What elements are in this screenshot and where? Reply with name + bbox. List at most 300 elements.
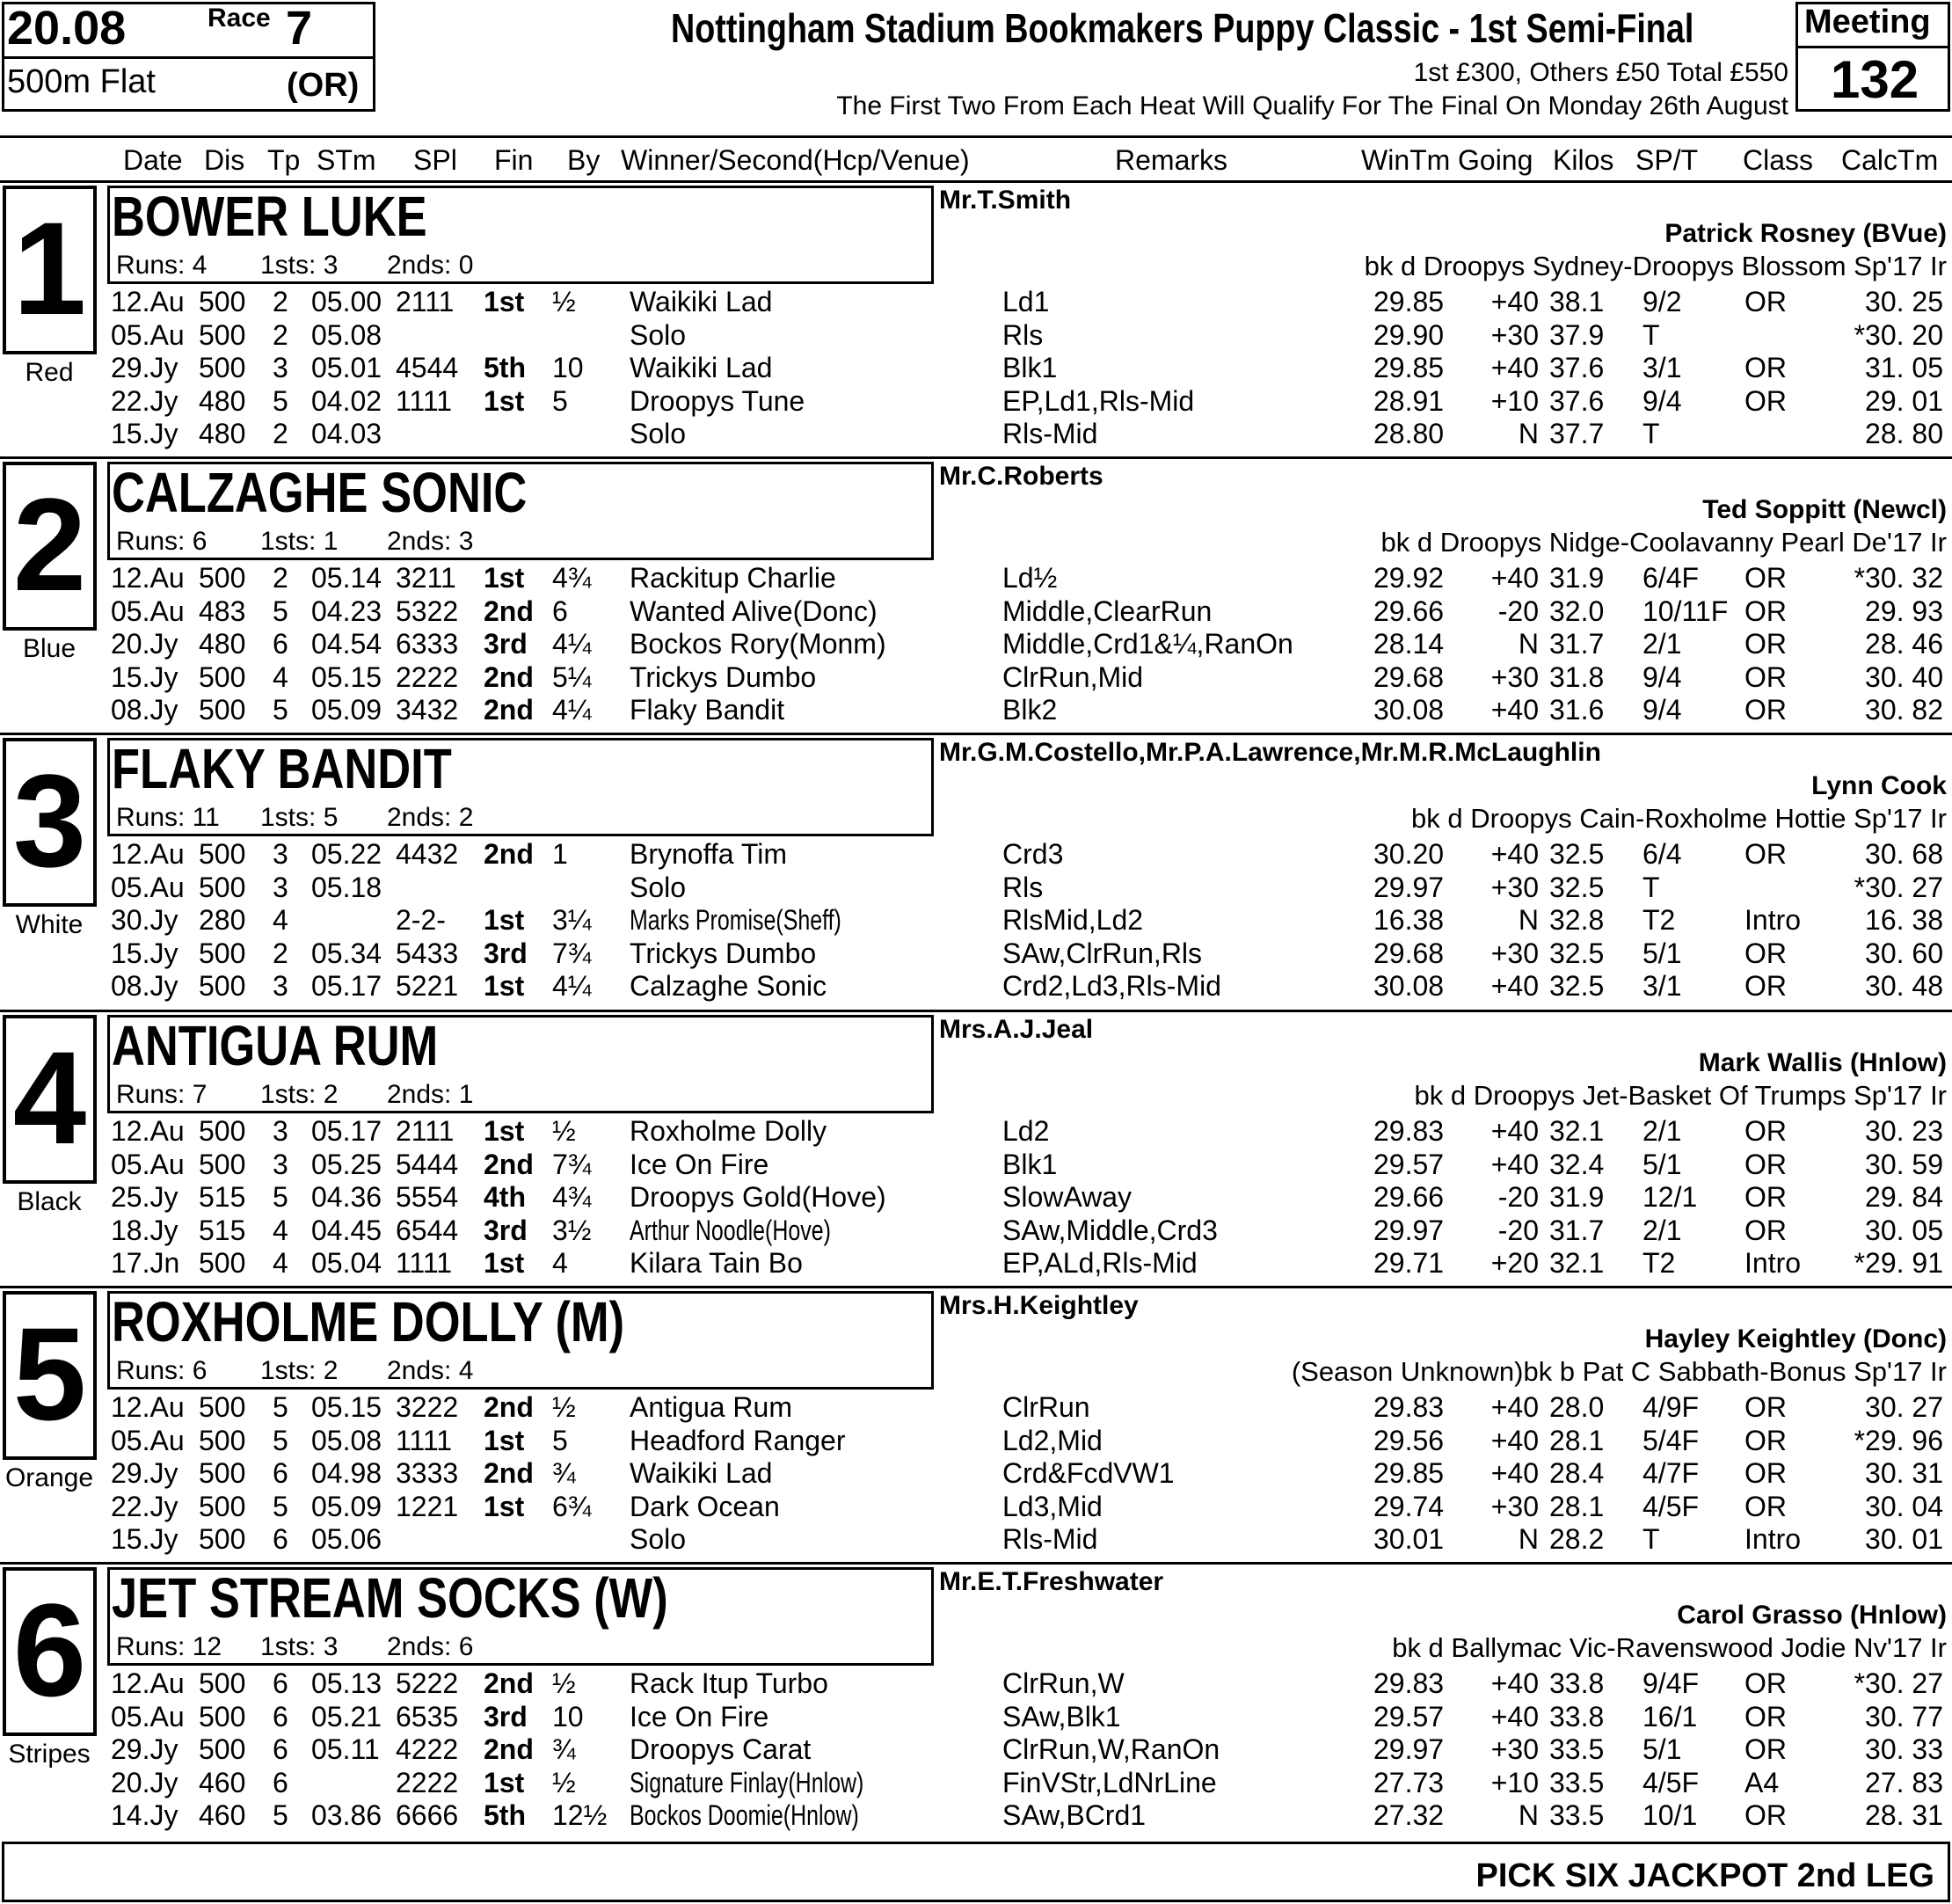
form-cell: 1st [484,1425,525,1456]
form-cell: 3432 [396,694,459,726]
form-cell: T [1642,1523,1660,1555]
form-cell [630,1767,929,1799]
form-cell: 17.Jn [111,1247,180,1279]
form-cell: 3 [273,838,288,870]
form-cell: 4¾ [552,562,592,594]
race-info-divider [2,56,375,59]
dog-name-text: ANTIGUA RUM [112,1014,439,1077]
form-cell: 05.09 [311,1491,382,1522]
form-cell: 27. 83 [1865,1767,1943,1798]
form-cell: 1st [484,1115,525,1147]
form-cell: 500 [199,1491,246,1522]
form-cell: 16.38 [1373,904,1445,936]
form-cell: OR [1744,1457,1787,1489]
owner: Mrs.H.Keightley [939,1291,1139,1320]
form-cell: 05.Au [111,1149,185,1180]
form-cell: 29.Jy [111,352,178,383]
form-cell: 33.8 [1549,1701,1605,1733]
form-cell: Ice On Fire [630,1149,769,1180]
form-cell: 9/2 [1642,286,1682,317]
form-cell: 500 [199,694,246,726]
form-cell: +30 [1490,872,1539,903]
form-cell: 05.15 [311,661,382,693]
form-cell: +10 [1490,1767,1539,1798]
form-cell: 500 [199,1247,246,1279]
dog-name [112,736,527,801]
form-cell: 480 [199,628,246,660]
form-cell: 5/1 [1642,1733,1682,1765]
form-cell: Ice On Fire [630,1701,769,1733]
form-cell: 30.08 [1373,694,1445,726]
form-cell: 29.56 [1373,1425,1445,1456]
owner: Mr.C.Roberts [939,462,1103,491]
form-cell: 32.1 [1549,1247,1605,1279]
form-cell: 1st [484,562,525,594]
form-cell: Rackitup Charlie [630,562,836,594]
meeting-divider [1795,46,1950,48]
form-cell: 05.17 [311,970,382,1002]
form-cell: 4 [273,1215,288,1246]
dog-name-text: ROXHOLME DOLLY (M) [112,1290,625,1353]
form-cell: 30.08 [1373,970,1445,1002]
form-cell: EP,ALd,Rls-Mid [1002,1247,1198,1279]
form-cell: Waikiki Lad [630,352,773,383]
breeding: bk d Droopys Nidge-Coolavanny Pearl De'17 Ir [1380,527,1947,558]
form-cell: 28. 31 [1865,1799,1943,1831]
form-cell: 15.Jy [111,1523,178,1555]
form-cell: T [1642,319,1660,351]
race-title-text: Nottingham Stadium Bookmakers Puppy Classic - 1st Semi-Final [671,5,1694,51]
form-cell: 515 [199,1215,246,1246]
trainer: Lynn Cook [1811,771,1947,800]
form-cell: 5222 [396,1667,459,1699]
form-cell: 30. 31 [1865,1457,1943,1489]
form-cell: 05.Au [111,872,185,903]
form-cell: 2nd [484,661,534,693]
form-cell: 05.25 [311,1149,382,1180]
form-cell: 20.Jy [111,1767,178,1798]
form-cell: 2 [273,418,288,449]
form-cell: Intro [1744,1247,1802,1279]
form-cell: +40 [1490,1667,1539,1699]
form-cell: *29. 96 [1854,1425,1943,1456]
form-cell: 2222 [396,661,459,693]
trainer: Patrick Rosney (BVue) [1664,219,1947,248]
dog-seconds: 2nds: 4 [387,1356,474,1385]
trap-color: Red [25,358,74,387]
form-cell: 5322 [396,595,459,627]
form-cell: OR [1744,694,1787,726]
form-cell: T2 [1642,1247,1676,1279]
form-cell: 30. 23 [1865,1115,1943,1147]
form-cell: 4¼ [552,970,592,1002]
column-header: Winner/Second(Hcp/Venue) [621,144,970,176]
form-cell: 5¼ [552,661,592,693]
form-cell: *30. 27 [1854,1667,1943,1699]
dog-name-text: BOWER LUKE [112,185,427,248]
form-cell: 3rd [484,937,528,969]
form-cell: 30.20 [1373,838,1445,870]
dog-seconds: 2nds: 6 [387,1632,474,1661]
form-cell: 4/9F [1642,1391,1700,1423]
race-number: 7 [286,2,313,55]
form-cell: OR [1744,838,1787,870]
form-cell: Blk1 [1002,352,1058,383]
form-cell: 2nd [484,838,534,870]
form-cell: 480 [199,385,246,417]
form-cell: 6544 [396,1215,459,1246]
form-cell: 2nd [484,1733,534,1765]
form-cell: 5/4F [1642,1425,1700,1456]
form-cell: 30.Jy [111,904,178,936]
form-cell: 500 [199,937,246,969]
dog-name [112,460,618,525]
form-cell: 05.09 [311,694,382,726]
owner: Mr.G.M.Costello,Mr.P.A.Lawrence,Mr.M.R.McLaughlin [939,738,1601,767]
form-cell: 480 [199,418,246,449]
form-cell: +30 [1490,1733,1539,1765]
column-header: Class [1743,144,1814,176]
form-cell: 2/1 [1642,628,1682,660]
form-cell: Middle,Crd1&¼,RanOn [1002,628,1293,660]
runner-divider [0,733,1952,735]
header-rule [0,135,1952,138]
form-cell: 28.14 [1373,628,1445,660]
race-grade: (OR) [287,67,360,104]
form-cell: 4/7F [1642,1457,1700,1489]
form-cell: Blk2 [1002,694,1058,726]
form-cell: 30. 05 [1865,1215,1943,1246]
form-cell: Waikiki Lad [630,286,773,317]
form-cell: 33.5 [1549,1767,1605,1798]
form-cell: Middle,ClearRun [1002,595,1213,627]
form-cell: 460 [199,1767,246,1798]
form-cell: 3½ [552,1215,592,1246]
form-cell: 05.22 [311,838,382,870]
form-cell: *30. 20 [1854,319,1943,351]
form-cell: 3333 [396,1457,459,1489]
form-cell: 3¼ [552,904,592,936]
runner-divider [0,1562,1952,1565]
form-cell: 04.98 [311,1457,382,1489]
form-cell: 2 [273,286,288,317]
form-cell: 05.18 [311,872,382,903]
form-cell: +40 [1490,970,1539,1002]
runner-divider [0,456,1952,459]
form-cell: Rls-Mid [1002,418,1098,449]
form-cell: 2 [273,937,288,969]
form-cell: 4 [273,661,288,693]
form-cell: 1111 [396,1425,453,1456]
form-cell: OR [1744,1701,1787,1733]
form-cell: 32.8 [1549,904,1605,936]
form-cell: 2-2- [396,904,446,936]
form-cell: 33.5 [1549,1799,1605,1831]
breeding: bk d Droopys Jet-Basket Of Trumps Sp'17 Ir [1414,1080,1947,1111]
form-cell: 30. 77 [1865,1701,1943,1733]
form-cell: Rls-Mid [1002,1523,1098,1555]
form-cell: 27.73 [1373,1767,1445,1798]
form-cell: 1st [484,970,525,1002]
form-cell: 12.Au [111,562,185,594]
form-cell: 22.Jy [111,385,178,417]
form-cell: 5 [552,1425,568,1456]
form-cell: 5444 [396,1149,459,1180]
dog-runs: Runs: 6 [116,1356,208,1385]
form-cell: 05.Au [111,1701,185,1733]
form-cell: Wanted Alive(Donc) [630,595,878,627]
form-cell: 5th [484,352,526,383]
form-cell: 4 [273,904,288,936]
form-cell: 12.Au [111,1115,185,1147]
form-cell: 33.5 [1549,1733,1605,1765]
form-cell: 29.74 [1373,1491,1445,1522]
form-cell: T [1642,418,1660,449]
form-cell: 4/5F [1642,1767,1700,1798]
form-cell: 500 [199,872,246,903]
form-cell: 29.66 [1373,595,1445,627]
form-cell: 29.68 [1373,937,1445,969]
form-cell: 31. 05 [1865,352,1943,383]
form-cell: 5/1 [1642,1149,1682,1180]
form-cell: 30. 48 [1865,970,1943,1002]
form-cell: Rls [1002,872,1044,903]
form-cell: SAw,BCrd1 [1002,1799,1147,1831]
form-cell: 4th [484,1181,526,1213]
dog-runs: Runs: 12 [116,1632,222,1661]
form-cell: 10 [552,352,584,383]
form-cell: 37.6 [1549,385,1605,417]
form-cell: 05.08 [311,1425,382,1456]
form-cell: 28. 80 [1865,418,1943,449]
form-cell: Dark Ocean [630,1491,780,1522]
form-cell: Solo [630,319,687,351]
form-cell: 500 [199,1457,246,1489]
form-cell: 29.83 [1373,1115,1445,1147]
form-cell: 4/5F [1642,1491,1700,1522]
form-cell: 3rd [484,1215,528,1246]
form-cell: 500 [199,1425,246,1456]
dog-seconds: 2nds: 1 [387,1080,474,1109]
form-cell: +30 [1490,661,1539,693]
form-cell: 2nd [484,1149,534,1180]
form-cell: Crd2,Ld3,Rls-Mid [1002,970,1221,1002]
trainer: Hayley Keightley (Donc) [1644,1324,1947,1353]
form-cell: +30 [1490,319,1539,351]
form-cell: 05.04 [311,1247,382,1279]
form-cell: 9/4 [1642,385,1682,417]
form-cell: 6 [273,1667,288,1699]
form-cell: 28.1 [1549,1425,1605,1456]
form-cell: +40 [1490,1115,1539,1147]
form-cell: 1221 [396,1491,459,1522]
form-cell: 04.45 [311,1215,382,1246]
form-cell: 5554 [396,1181,459,1213]
form-cell: *30. 27 [1854,872,1943,903]
form-cell: Crd&FcdVW1 [1002,1457,1175,1489]
form-cell: 32.5 [1549,872,1605,903]
form-cell: 29.97 [1373,1733,1445,1765]
trap-color: Orange [4,1463,94,1492]
form-cell: Waikiki Lad [630,1457,773,1489]
dog-firsts: 1sts: 5 [260,803,339,832]
dog-firsts: 1sts: 1 [260,527,339,556]
form-cell: 31.9 [1549,562,1605,594]
form-cell: SlowAway [1002,1181,1133,1213]
form-cell: 4¼ [552,628,592,660]
form-cell: 1st [484,1767,525,1798]
form-cell: 27.32 [1373,1799,1445,1831]
owner: Mr.T.Smith [939,186,1072,215]
form-cell: 29.71 [1373,1247,1445,1279]
dog-runs: Runs: 7 [116,1080,208,1109]
form-cell: 29. 01 [1865,385,1943,417]
form-cell: 30. 60 [1865,937,1943,969]
form-cell: 20.Jy [111,628,178,660]
dog-firsts: 1sts: 2 [260,1080,339,1109]
form-cell: Ld1 [1002,286,1050,317]
form-cell: 05.00 [311,286,382,317]
form-cell: 6 [273,1457,288,1489]
form-cell: 30.01 [1373,1523,1445,1555]
form-cell: SAw,Middle,Crd3 [1002,1215,1218,1246]
form-cell: 28.1 [1549,1491,1605,1522]
form-cell: OR [1744,1733,1787,1765]
form-cell: Rack Itup Turbo [630,1667,828,1699]
form-cell: 30. 59 [1865,1149,1943,1180]
form-cell: 3 [273,872,288,903]
form-cell: 32.5 [1549,838,1605,870]
form-cell: 05.08 [311,319,382,351]
form-cell: 6 [552,595,568,627]
form-cell: 18.Jy [111,1215,178,1246]
form-cell: +20 [1490,1247,1539,1279]
form-cell: +30 [1490,1491,1539,1522]
dog-name-text: FLAKY BANDIT [112,737,452,800]
trap-number: 2 [3,462,97,631]
form-cell: 32.1 [1549,1115,1605,1147]
form-cell: 05.Au [111,1425,185,1456]
form-cell: 7¾ [552,1149,592,1180]
form-cell: 29.85 [1373,1457,1445,1489]
form-cell: 2nd [484,1391,534,1423]
form-cell: 05.Au [111,319,185,351]
column-header: CalcTm [1841,144,1939,176]
form-cell: 4222 [396,1733,459,1765]
form-cell: Solo [630,872,687,903]
form-cell: 15.Jy [111,661,178,693]
form-cell: Trickys Dumbo [630,661,817,693]
form-cell: Bockos Rory(Monm) [630,628,886,660]
form-cell: 5 [273,595,288,627]
form-cell: 2111 [396,1115,455,1147]
form-cell: 30. 40 [1865,661,1943,693]
form-cell: 29.83 [1373,1391,1445,1423]
form-cell: +30 [1490,937,1539,969]
breeding: (Season Unknown)bk b Pat C Sabbath-Bonus Sp'17 Ir [1291,1356,1947,1387]
prize-money: 1st £300, Others £50 Total £550 [1413,58,1788,87]
form-cell: 32.5 [1549,970,1605,1002]
form-cell: ½ [552,1115,576,1147]
form-cell: 2111 [396,286,455,317]
race-title [671,4,1919,53]
form-cell: *29. 91 [1854,1247,1943,1279]
form-cell: 4¼ [552,694,592,726]
form-cell: 3rd [484,628,528,660]
race-distance: 500m Flat [7,63,156,100]
form-cell: 500 [199,661,246,693]
form-cell [630,1215,887,1247]
form-cell: Calzaghe Sonic [630,970,827,1002]
form-cell: 28.80 [1373,418,1445,449]
form-cell: Brynoffa Tim [630,838,788,870]
meeting-number: 132 [1831,50,1919,109]
form-cell: 3 [273,1149,288,1180]
trap-number: 5 [3,1291,97,1460]
trap-color: Blue [22,634,76,663]
form-cell: 28.2 [1549,1523,1605,1555]
column-header: Remarks [1115,144,1228,176]
form-cell: 15.Jy [111,937,178,969]
form-cell: 29.90 [1373,319,1445,351]
form-cell: 3211 [396,562,456,594]
form-cell: 4432 [396,838,459,870]
column-header: STm [317,144,376,176]
form-cell: 6 [273,1701,288,1733]
form-cell: Trickys Dumbo [630,937,817,969]
form-cell: 2nd [484,694,534,726]
form-cell: OR [1744,1667,1787,1699]
form-cell: 31.7 [1549,1215,1605,1246]
form-cell: 04.54 [311,628,382,660]
runner-divider [0,1286,1952,1288]
form-cell: 29.68 [1373,661,1445,693]
form-cell: 30. 01 [1865,1523,1943,1555]
form-cell: OR [1744,628,1787,660]
form-cell: RlsMid,Ld2 [1002,904,1144,936]
footer-text: PICK SIX JACKPOT 2nd LEG [1475,1857,1934,1894]
breeding: bk d Droopys Cain-Roxholme Hottie Sp'17 Ir [1411,803,1947,834]
form-cell: 33.8 [1549,1667,1605,1699]
form-cell: 500 [199,1391,246,1423]
form-cell: 1111 [396,1247,453,1279]
form-cell: 2/1 [1642,1215,1682,1246]
form-cell: 4544 [396,352,459,383]
form-cell: 38.1 [1549,286,1605,317]
form-cell: 12/1 [1642,1181,1698,1213]
column-header: Going [1458,144,1533,176]
form-cell: 3 [273,1115,288,1147]
form-cell: OR [1744,1181,1787,1213]
form-cell: 1111 [396,385,453,417]
trap-number: 3 [3,738,97,907]
meeting-label: Meeting [1804,4,1931,40]
form-cell: 04.02 [311,385,382,417]
form-cell: 460 [199,1799,246,1831]
form-cell: N [1518,1523,1539,1555]
form-cell: Headford Ranger [630,1425,846,1456]
dog-runs: Runs: 4 [116,251,208,280]
form-cell: 32.0 [1549,595,1605,627]
form-cell: 2222 [396,1767,459,1798]
form-cell: 04.36 [311,1181,382,1213]
form-cell: 12.Au [111,1391,185,1423]
form-cell: 1st [484,904,525,936]
form-cell: ¾ [552,1457,576,1489]
form-cell: OR [1744,1149,1787,1180]
form-cell: ClrRun,W,RanOn [1002,1733,1220,1765]
form-cell: 31.7 [1549,628,1605,660]
